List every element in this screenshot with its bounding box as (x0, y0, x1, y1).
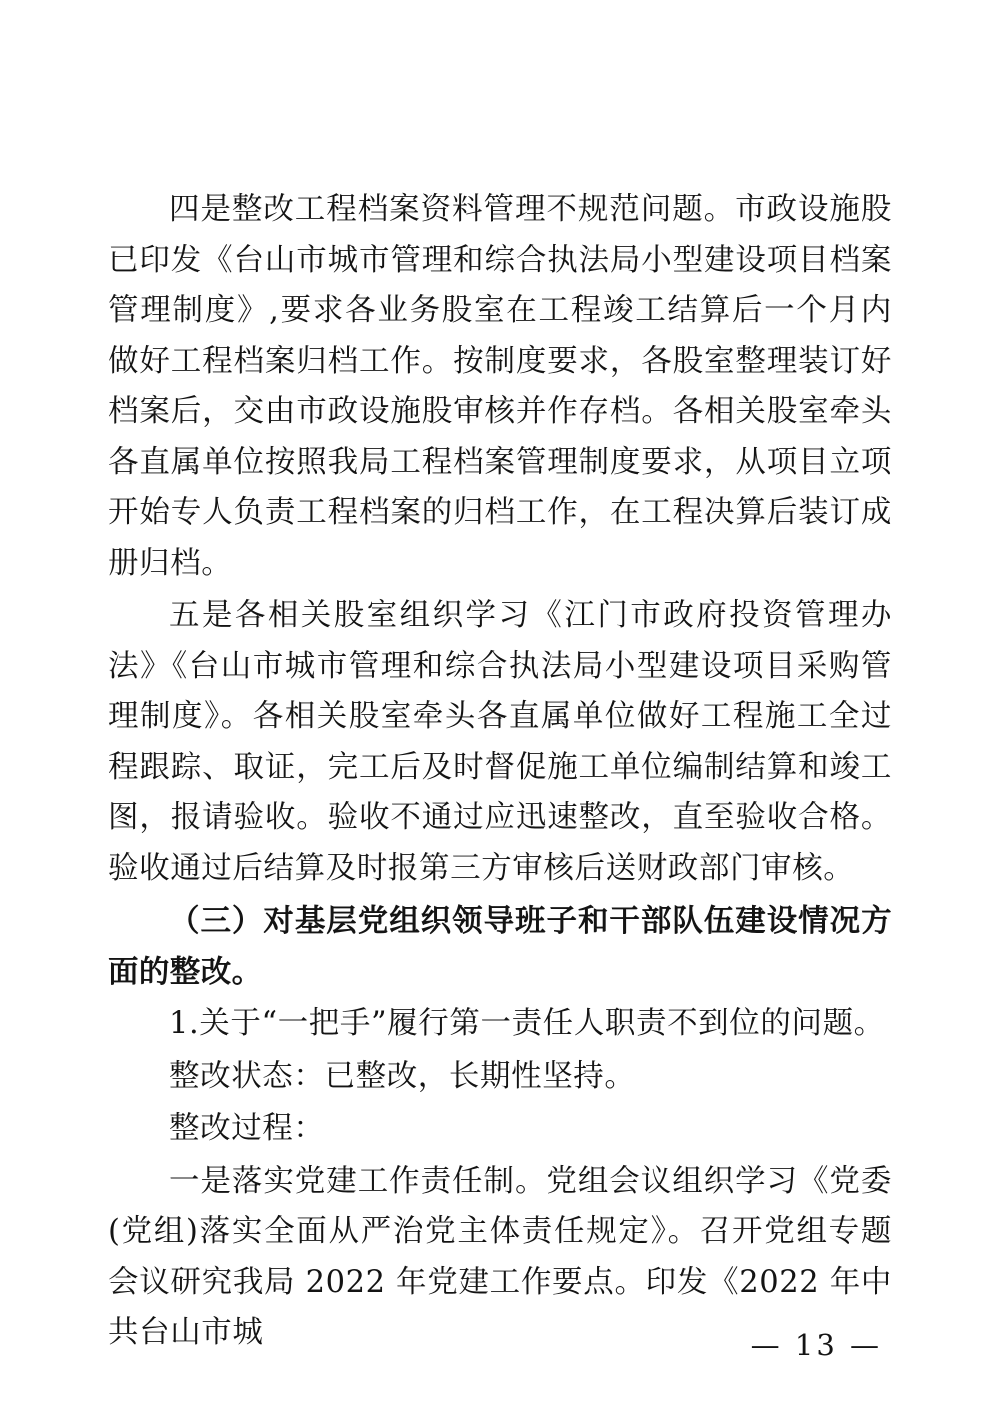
paragraph-item-one: 一是落实党建工作责任制。党组会议组织学习《党委(党组)落实全面从严治党主体责任规定》。召开党组专题会议研究我局 2022 年党建工作要点。印发《2022 年中共台山市城 (108, 1163, 892, 1350)
page-number: — 13 — (750, 1328, 882, 1362)
paragraph-item-four: 四是整改工程档案资料管理不规范问题。市政设施股已印发《台山市城市管理和综合执法局小型建设项目档案管理制度》,要求各业务股室在工程竣工结算后一个月内做好工程档案归档工作。按制度要求，各股室整理装订好档案后，交由市政设施股审核并作存档。各相关股室牵头各直属单位按照我局工程档案管理制度要求，从项目立项开始专人负责工程档案的归档工作，在工程决算后装订成册归档。 (108, 192, 892, 581)
paragraph-rectification-status: 整改状态：已整改，长期性坚持。 (169, 1058, 636, 1094)
paragraph-section-heading: （三）对基层党组织领导班子和干部队伍建设情况方面的整改。 (108, 903, 892, 990)
document-body (108, 185, 892, 1359)
paragraph-item-five: 五是各相关股室组织学习《江门市政府投资管理办法》《台山市城市管理和综合执法局小型建设项目采购管理制度》。各相关股室牵头各直属单位做好工程施工全过程跟踪、取证，完工后及时督促施工单位编制结算和竣工图，报请验收。验收不通过应迅速整改，直至验收合格。验收通过后结算及时报第三方审核后送财政部门审核。 (108, 598, 892, 886)
paragraph-rectification-process-label: 整改过程： (169, 1111, 325, 1146)
paragraph-problem-1: 1.关于“一把手”履行第一责任人职责不到位的问题。 (169, 1006, 885, 1041)
